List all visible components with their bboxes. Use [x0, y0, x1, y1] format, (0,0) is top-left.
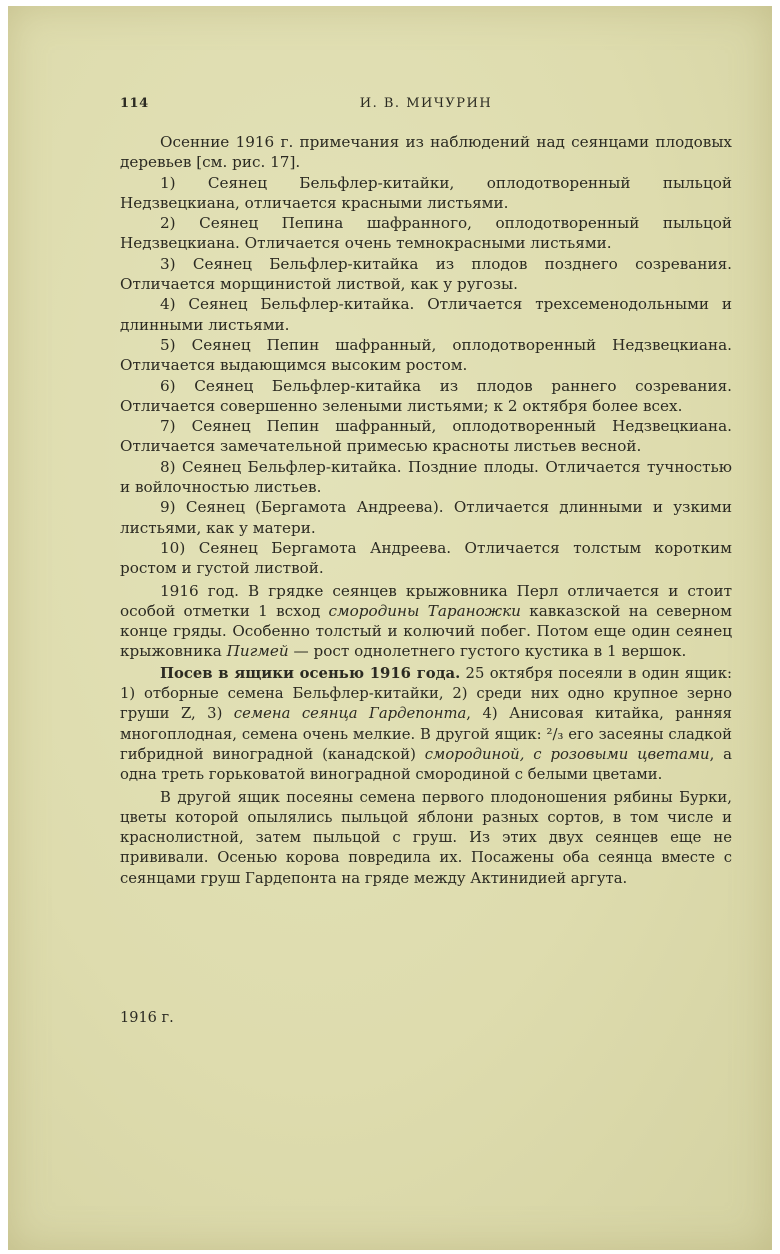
italic-run: семена сеянца Гардепонта [233, 705, 467, 723]
paragraph-intro: Осенние 1916 г. примечания из наблюдений над сеянцами плодовых деревьев [см. рис. 17]. [120, 133, 732, 172]
text-run: 25 октября посеяли в один ящик: 1) отборные семена Бельфлер-китайки, 2) среди них одно крупное зерно груши Z, 3) [120, 664, 732, 723]
body-text [120, 132, 732, 889]
text-run: , а одна треть горьковатой виноградной смородиной с белыми цветами. [120, 745, 732, 784]
text-run: кавказской на северном конце гряды. Особенно толстый и колючий побег. Потом еще один сеянец крыжовника [120, 601, 732, 661]
paragraph-gooseberry [120, 581, 732, 662]
fraction: ²/₃ [546, 725, 564, 743]
text-run: 1916 год. В грядке сеянцев крыжовника Перл отличается и стоит особой отметки 1 всход [120, 581, 732, 620]
paragraph-seedling-2: 2) Сеянец Пепина шафранного, оплодотворенный пыльцой Недзвецкиана. Отличается очень темнокрасными листьями. [120, 214, 732, 253]
paragraph-seedling-5: 5) Сеянец Пепин шафранный, оплодотворенный Недзвецкиана. Отличается выдающимся высоким ростом. [120, 335, 732, 375]
running-title: И. В. МИЧУРИН [359, 96, 493, 111]
paragraph-seedling-4: 4) Сеянец Бельфлер-китайка. Отличается трехсеменодольными и длинными листьями. [120, 295, 732, 334]
section-heading: Посев в ящики осенью 1916 года. [160, 664, 461, 682]
paragraph-seedling-8: 8) Сеянец Бельфлер-китайка. Поздние плоды. Отличается тучностью и войлочностью листьев. [120, 457, 732, 497]
text-run: — рост однолетнего густого кустика в 1 вершок. [288, 642, 687, 661]
paragraph-rowan: В другой ящик посеяны семена первого плодоношения рябины Бурки, цветы которой опылялись пыльцой яблони разных сортов, в том числе и краснолистной, затем пыльцой с груш. Из этих двух сеянцев еще не прививали. Осенью корова повредила их. Посажены оба сеянца вместе с сеянцами груш Гардепонта на гряде между Актинидией аргута. [120, 788, 732, 887]
paragraph-seedling-9: 9) Сеянец (Бергамота Андреева). Отличается длинными и узкими листьями, как у матери. [120, 498, 732, 537]
running-header [120, 96, 732, 118]
paragraph-seedling-1: 1) Сеянец Бельфлер-китайки, оплодотворенный пыльцой Недзвецкиана, отличается красными листьями. [120, 173, 732, 212]
text-run: , 4) Анисовая китайка, ранняя многоплодная, семена очень мелкие. В другой ящик: [120, 705, 732, 743]
scanned-page [8, 6, 772, 1250]
italic-run: смородины Тараножки [328, 601, 521, 620]
paragraph-seedling-3: 3) Сеянец Бельфлер-китайка из плодов позднего созревания. Отличается морщинистой листвой, как у ругозы. [120, 254, 732, 294]
text-run: его засеяны сладкой гибридной виноградной (канадской) [120, 725, 732, 763]
italic-run: смородиной, с розовыми цветами [424, 745, 710, 763]
footer-date: 1916 г. [120, 1010, 174, 1026]
paragraph-seedling-10: 10) Сеянец Бергамота Андреева. Отличается толстым коротким ростом и густой листвой. [120, 538, 732, 578]
paragraph-seedling-6: 6) Сеянец Бельфлер-китайка из плодов раннего созревания. Отличается совершенно зелеными листьями; к 2 октября более всех. [120, 376, 732, 415]
paragraph-seedling-7: 7) Сеянец Пепин шафранный, оплодотворенный Недзвецкиана. Отличается замечательной примесью красноты листьев весной. [120, 417, 732, 456]
italic-run: Пигмей [226, 642, 289, 661]
page-number: 114 [120, 96, 149, 111]
paragraph-box-sowing [120, 664, 732, 786]
